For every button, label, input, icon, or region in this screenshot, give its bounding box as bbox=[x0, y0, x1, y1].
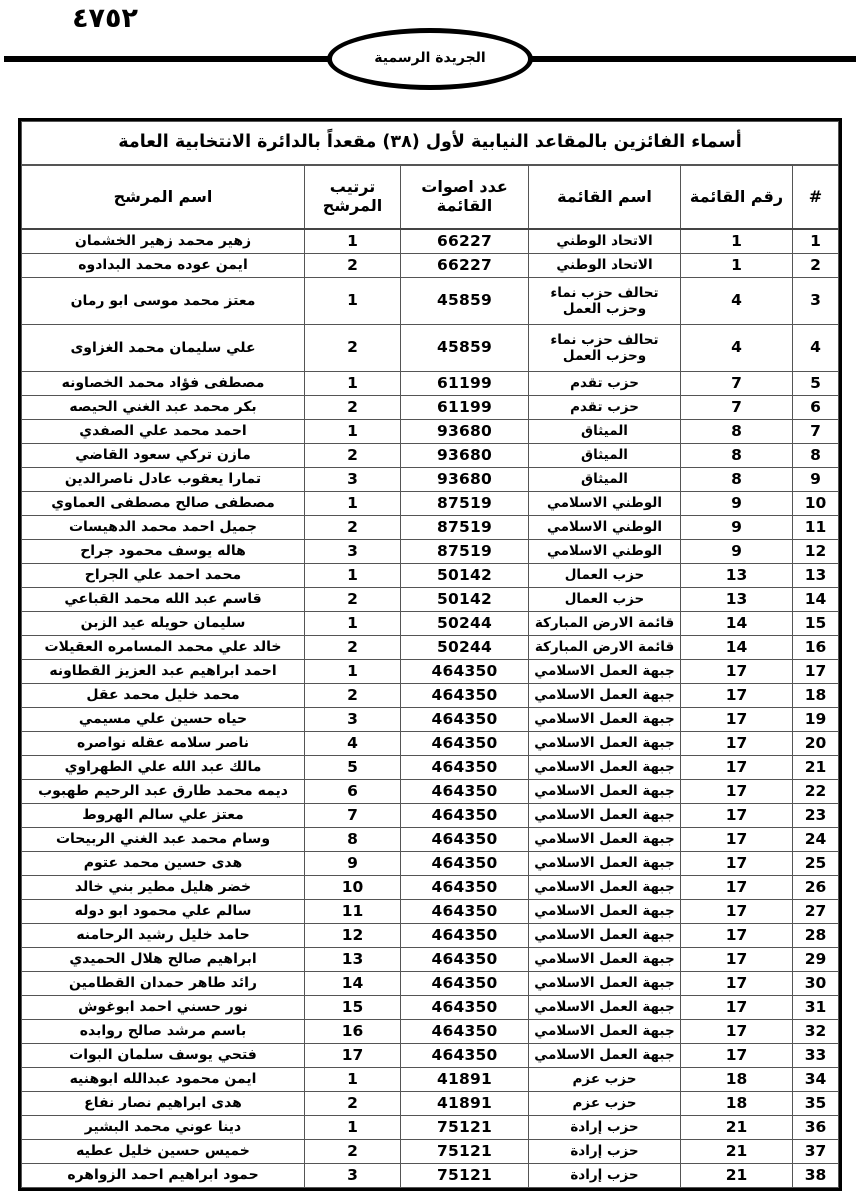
table-head bbox=[22, 122, 839, 230]
row-cell-list-number: 14 bbox=[681, 612, 793, 636]
table-row bbox=[22, 852, 839, 876]
row-cell-index: 1 bbox=[793, 229, 839, 254]
row-cell-index: 26 bbox=[793, 876, 839, 900]
row-cell-list-number: 9 bbox=[681, 516, 793, 540]
row-cell-candidate-rank: 2 bbox=[305, 636, 401, 660]
row-cell-candidate-rank: 8 bbox=[305, 828, 401, 852]
row-cell-index: 33 bbox=[793, 1044, 839, 1068]
row-cell-list-votes: 464350 bbox=[401, 1020, 529, 1044]
row-cell-list-number: 21 bbox=[681, 1164, 793, 1188]
row-cell-list-votes: 93680 bbox=[401, 468, 529, 492]
row-cell-list-name: جبهة العمل الاسلامي bbox=[529, 972, 681, 996]
table-row bbox=[22, 924, 839, 948]
table-title-row bbox=[22, 122, 839, 166]
row-cell-list-number: 8 bbox=[681, 444, 793, 468]
table-row bbox=[22, 396, 839, 420]
row-cell-candidate-rank: 16 bbox=[305, 1020, 401, 1044]
table-row bbox=[22, 1164, 839, 1188]
row-cell-list-votes: 464350 bbox=[401, 996, 529, 1020]
row-cell-list-votes: 464350 bbox=[401, 804, 529, 828]
row-cell-candidate-name: هدى حسين محمد عتوم bbox=[22, 852, 305, 876]
row-cell-list-votes: 50142 bbox=[401, 564, 529, 588]
row-cell-candidate-name: زهير محمد زهير الخشمان bbox=[22, 229, 305, 254]
row-cell-list-votes: 50244 bbox=[401, 636, 529, 660]
table-row bbox=[22, 900, 839, 924]
row-cell-list-number: 17 bbox=[681, 756, 793, 780]
table-row bbox=[22, 278, 839, 325]
row-cell-list-name: جبهة العمل الاسلامي bbox=[529, 708, 681, 732]
row-cell-list-name: حزب إرادة bbox=[529, 1116, 681, 1140]
row-cell-candidate-rank: 1 bbox=[305, 278, 401, 325]
table-row bbox=[22, 325, 839, 372]
row-cell-candidate-rank: 1 bbox=[305, 420, 401, 444]
row-cell-list-votes: 61199 bbox=[401, 372, 529, 396]
row-cell-candidate-rank: 12 bbox=[305, 924, 401, 948]
row-cell-list-name: جبهة العمل الاسلامي bbox=[529, 996, 681, 1020]
row-cell-candidate-name: هدى ابراهيم نصار نفاع bbox=[22, 1092, 305, 1116]
row-cell-candidate-name: احمد ابراهيم عبد العزيز القطاونه bbox=[22, 660, 305, 684]
row-cell-index: 25 bbox=[793, 852, 839, 876]
row-cell-index: 5 bbox=[793, 372, 839, 396]
row-cell-candidate-name: حمود ابراهيم احمد الزواهره bbox=[22, 1164, 305, 1188]
table-row bbox=[22, 780, 839, 804]
row-cell-candidate-rank: 6 bbox=[305, 780, 401, 804]
row-cell-candidate-rank: 1 bbox=[305, 1116, 401, 1140]
row-cell-list-name: جبهة العمل الاسلامي bbox=[529, 780, 681, 804]
column-header-index: # bbox=[793, 165, 839, 229]
row-cell-list-votes: 464350 bbox=[401, 780, 529, 804]
row-cell-index: 23 bbox=[793, 804, 839, 828]
row-cell-list-name: حزب إرادة bbox=[529, 1164, 681, 1188]
row-cell-candidate-name: حياه حسين علي مسيمي bbox=[22, 708, 305, 732]
row-cell-candidate-rank: 2 bbox=[305, 516, 401, 540]
row-cell-list-number: 17 bbox=[681, 948, 793, 972]
row-cell-index: 8 bbox=[793, 444, 839, 468]
table-row bbox=[22, 876, 839, 900]
row-cell-index: 20 bbox=[793, 732, 839, 756]
row-cell-candidate-rank: 7 bbox=[305, 804, 401, 828]
row-cell-list-number: 14 bbox=[681, 636, 793, 660]
row-cell-list-name: حزب إرادة bbox=[529, 1140, 681, 1164]
winners-table bbox=[21, 121, 839, 1188]
row-cell-list-number: 17 bbox=[681, 996, 793, 1020]
row-cell-list-votes: 93680 bbox=[401, 420, 529, 444]
row-cell-list-number: 9 bbox=[681, 492, 793, 516]
row-cell-list-name: الميثاق bbox=[529, 420, 681, 444]
row-cell-index: 6 bbox=[793, 396, 839, 420]
row-cell-list-votes: 464350 bbox=[401, 708, 529, 732]
row-cell-list-votes: 87519 bbox=[401, 492, 529, 516]
row-cell-list-number: 1 bbox=[681, 254, 793, 278]
row-cell-list-number: 9 bbox=[681, 540, 793, 564]
row-cell-candidate-name: نور حسني احمد ابوغوش bbox=[22, 996, 305, 1020]
row-cell-list-votes: 41891 bbox=[401, 1068, 529, 1092]
row-cell-candidate-rank: 1 bbox=[305, 660, 401, 684]
column-header-candidate-name: اسم المرشح bbox=[22, 165, 305, 229]
column-header-list-name: اسم القائمة bbox=[529, 165, 681, 229]
row-cell-list-number: 4 bbox=[681, 325, 793, 372]
row-cell-list-number: 17 bbox=[681, 1044, 793, 1068]
row-cell-index: 13 bbox=[793, 564, 839, 588]
row-cell-list-votes: 87519 bbox=[401, 540, 529, 564]
table-row bbox=[22, 972, 839, 996]
row-cell-candidate-name: ايمن عوده محمد البدادوه bbox=[22, 254, 305, 278]
row-cell-candidate-name: سالم علي محمود ابو دوله bbox=[22, 900, 305, 924]
table-row bbox=[22, 254, 839, 278]
row-cell-index: 37 bbox=[793, 1140, 839, 1164]
row-cell-candidate-name: معتز علي سالم الهروط bbox=[22, 804, 305, 828]
table-row bbox=[22, 996, 839, 1020]
table-row bbox=[22, 612, 839, 636]
table-row bbox=[22, 229, 839, 254]
row-cell-list-name: جبهة العمل الاسلامي bbox=[529, 1044, 681, 1068]
row-cell-list-votes: 464350 bbox=[401, 684, 529, 708]
column-header-list-number: رقم القائمة bbox=[681, 165, 793, 229]
row-cell-candidate-rank: 13 bbox=[305, 948, 401, 972]
table-row bbox=[22, 804, 839, 828]
row-cell-list-votes: 464350 bbox=[401, 924, 529, 948]
row-cell-index: 35 bbox=[793, 1092, 839, 1116]
row-cell-candidate-name: محمد احمد علي الجراح bbox=[22, 564, 305, 588]
row-cell-list-number: 17 bbox=[681, 804, 793, 828]
page-header bbox=[0, 0, 860, 118]
table-row bbox=[22, 1068, 839, 1092]
row-cell-candidate-name: جميل احمد محمد الدهيسات bbox=[22, 516, 305, 540]
row-cell-list-votes: 464350 bbox=[401, 732, 529, 756]
table-row bbox=[22, 636, 839, 660]
row-cell-list-name: الميثاق bbox=[529, 444, 681, 468]
row-cell-index: 3 bbox=[793, 278, 839, 325]
row-cell-list-votes: 464350 bbox=[401, 756, 529, 780]
row-cell-list-votes: 464350 bbox=[401, 660, 529, 684]
page-number: ٤٧٥٢ bbox=[72, 3, 138, 34]
row-cell-candidate-rank: 5 bbox=[305, 756, 401, 780]
row-cell-list-votes: 464350 bbox=[401, 828, 529, 852]
table-header-row bbox=[22, 165, 839, 229]
row-cell-index: 18 bbox=[793, 684, 839, 708]
row-cell-list-votes: 464350 bbox=[401, 852, 529, 876]
row-cell-index: 15 bbox=[793, 612, 839, 636]
table-row bbox=[22, 948, 839, 972]
row-cell-list-number: 4 bbox=[681, 278, 793, 325]
row-cell-candidate-name: قاسم عبد الله محمد القباعي bbox=[22, 588, 305, 612]
row-cell-candidate-rank: 3 bbox=[305, 468, 401, 492]
row-cell-candidate-rank: 1 bbox=[305, 564, 401, 588]
row-cell-candidate-rank: 15 bbox=[305, 996, 401, 1020]
row-cell-list-number: 18 bbox=[681, 1092, 793, 1116]
row-cell-list-votes: 50244 bbox=[401, 612, 529, 636]
row-cell-candidate-name: محمد خليل محمد عقل bbox=[22, 684, 305, 708]
row-cell-list-name: تحالف حزب نماء وحزب العمل bbox=[529, 278, 681, 325]
row-cell-index: 2 bbox=[793, 254, 839, 278]
column-header-list-votes: عدد اصوات القائمة bbox=[401, 165, 529, 229]
row-cell-list-name: حزب العمال bbox=[529, 564, 681, 588]
row-cell-list-name: حزب تقدم bbox=[529, 372, 681, 396]
row-cell-list-number: 8 bbox=[681, 420, 793, 444]
table-title: أسماء الفائزين بالمقاعد النيابية لأول (٣٨) مقعداً بالدائرة الانتخابية العامة bbox=[22, 122, 839, 166]
row-cell-list-number: 17 bbox=[681, 1020, 793, 1044]
row-cell-index: 22 bbox=[793, 780, 839, 804]
row-cell-candidate-rank: 1 bbox=[305, 229, 401, 254]
row-cell-list-number: 21 bbox=[681, 1116, 793, 1140]
row-cell-list-votes: 464350 bbox=[401, 1044, 529, 1068]
table-row bbox=[22, 492, 839, 516]
row-cell-index: 14 bbox=[793, 588, 839, 612]
gazette-badge-label: الجريدة الرسمية bbox=[374, 50, 486, 66]
row-cell-candidate-rank: 1 bbox=[305, 1068, 401, 1092]
row-cell-index: 17 bbox=[793, 660, 839, 684]
row-cell-candidate-rank: 2 bbox=[305, 396, 401, 420]
row-cell-index: 32 bbox=[793, 1020, 839, 1044]
row-cell-candidate-name: سليمان حويله عيد الزبن bbox=[22, 612, 305, 636]
row-cell-list-number: 17 bbox=[681, 780, 793, 804]
table-body bbox=[22, 229, 839, 1188]
row-cell-candidate-rank: 9 bbox=[305, 852, 401, 876]
row-cell-candidate-rank: 4 bbox=[305, 732, 401, 756]
table-row bbox=[22, 516, 839, 540]
row-cell-list-name: حزب عزم bbox=[529, 1092, 681, 1116]
row-cell-index: 34 bbox=[793, 1068, 839, 1092]
row-cell-list-number: 13 bbox=[681, 564, 793, 588]
row-cell-list-name: جبهة العمل الاسلامي bbox=[529, 852, 681, 876]
row-cell-candidate-name: دينا عوني محمد البشير bbox=[22, 1116, 305, 1140]
gazette-badge bbox=[327, 28, 533, 90]
row-cell-list-number: 17 bbox=[681, 924, 793, 948]
row-cell-list-name: جبهة العمل الاسلامي bbox=[529, 876, 681, 900]
table-row bbox=[22, 540, 839, 564]
row-cell-index: 11 bbox=[793, 516, 839, 540]
row-cell-list-number: 17 bbox=[681, 732, 793, 756]
row-cell-candidate-rank: 1 bbox=[305, 372, 401, 396]
table-row bbox=[22, 756, 839, 780]
row-cell-candidate-rank: 2 bbox=[305, 684, 401, 708]
row-cell-candidate-name: فتحي يوسف سلمان البوات bbox=[22, 1044, 305, 1068]
row-cell-index: 12 bbox=[793, 540, 839, 564]
row-cell-index: 30 bbox=[793, 972, 839, 996]
row-cell-candidate-rank: 2 bbox=[305, 1140, 401, 1164]
row-cell-candidate-rank: 17 bbox=[305, 1044, 401, 1068]
row-cell-index: 24 bbox=[793, 828, 839, 852]
row-cell-list-name: الاتحاد الوطني bbox=[529, 229, 681, 254]
row-cell-candidate-rank: 3 bbox=[305, 708, 401, 732]
table-row bbox=[22, 708, 839, 732]
row-cell-candidate-rank: 1 bbox=[305, 492, 401, 516]
row-cell-list-name: الميثاق bbox=[529, 468, 681, 492]
row-cell-list-number: 17 bbox=[681, 972, 793, 996]
row-cell-list-name: الاتحاد الوطني bbox=[529, 254, 681, 278]
table-row bbox=[22, 1116, 839, 1140]
row-cell-list-number: 17 bbox=[681, 684, 793, 708]
row-cell-list-name: جبهة العمل الاسلامي bbox=[529, 900, 681, 924]
row-cell-index: 9 bbox=[793, 468, 839, 492]
row-cell-candidate-name: احمد محمد علي الصفدي bbox=[22, 420, 305, 444]
table-row bbox=[22, 1140, 839, 1164]
table-row bbox=[22, 660, 839, 684]
row-cell-list-number: 17 bbox=[681, 660, 793, 684]
row-cell-list-number: 1 bbox=[681, 229, 793, 254]
row-cell-candidate-name: ابراهيم صالح هلال الحميدي bbox=[22, 948, 305, 972]
row-cell-index: 4 bbox=[793, 325, 839, 372]
row-cell-candidate-name: باسم مرشد صالح روابده bbox=[22, 1020, 305, 1044]
row-cell-candidate-name: ايمن محمود عبدالله ابوهنيه bbox=[22, 1068, 305, 1092]
row-cell-candidate-name: مصطفى صالح مصطفى العماوي bbox=[22, 492, 305, 516]
row-cell-list-votes: 93680 bbox=[401, 444, 529, 468]
row-cell-list-votes: 66227 bbox=[401, 254, 529, 278]
row-cell-list-number: 17 bbox=[681, 708, 793, 732]
row-cell-list-votes: 66227 bbox=[401, 229, 529, 254]
row-cell-candidate-rank: 2 bbox=[305, 588, 401, 612]
row-cell-list-name: قائمة الارض المباركة bbox=[529, 612, 681, 636]
row-cell-list-name: جبهة العمل الاسلامي bbox=[529, 660, 681, 684]
row-cell-list-name: حزب العمال bbox=[529, 588, 681, 612]
row-cell-list-name: جبهة العمل الاسلامي bbox=[529, 924, 681, 948]
row-cell-candidate-name: رائد طاهر حمدان القطامين bbox=[22, 972, 305, 996]
row-cell-candidate-name: مصطفى فؤاد محمد الخصاونه bbox=[22, 372, 305, 396]
row-cell-list-number: 18 bbox=[681, 1068, 793, 1092]
row-cell-list-number: 8 bbox=[681, 468, 793, 492]
row-cell-candidate-rank: 2 bbox=[305, 325, 401, 372]
row-cell-list-votes: 75121 bbox=[401, 1164, 529, 1188]
row-cell-candidate-name: ناصر سلامه عقله نواصره bbox=[22, 732, 305, 756]
row-cell-list-votes: 464350 bbox=[401, 876, 529, 900]
row-cell-candidate-name: مازن تركي سعود القاضي bbox=[22, 444, 305, 468]
row-cell-list-name: جبهة العمل الاسلامي bbox=[529, 732, 681, 756]
row-cell-candidate-rank: 2 bbox=[305, 254, 401, 278]
row-cell-list-name: تحالف حزب نماء وحزب العمل bbox=[529, 325, 681, 372]
row-cell-index: 31 bbox=[793, 996, 839, 1020]
row-cell-list-votes: 75121 bbox=[401, 1140, 529, 1164]
row-cell-list-name: جبهة العمل الاسلامي bbox=[529, 756, 681, 780]
row-cell-candidate-rank: 3 bbox=[305, 540, 401, 564]
table-row bbox=[22, 1092, 839, 1116]
row-cell-list-name: جبهة العمل الاسلامي bbox=[529, 1020, 681, 1044]
row-cell-list-votes: 87519 bbox=[401, 516, 529, 540]
row-cell-list-name: حزب تقدم bbox=[529, 396, 681, 420]
column-header-candidate-rank: ترتيب المرشح bbox=[305, 165, 401, 229]
row-cell-list-number: 17 bbox=[681, 900, 793, 924]
row-cell-list-number: 7 bbox=[681, 372, 793, 396]
row-cell-candidate-rank: 11 bbox=[305, 900, 401, 924]
row-cell-list-number: 17 bbox=[681, 852, 793, 876]
row-cell-index: 7 bbox=[793, 420, 839, 444]
row-cell-list-votes: 45859 bbox=[401, 325, 529, 372]
row-cell-list-votes: 75121 bbox=[401, 1116, 529, 1140]
row-cell-list-votes: 464350 bbox=[401, 972, 529, 996]
row-cell-list-votes: 45859 bbox=[401, 278, 529, 325]
table-row bbox=[22, 828, 839, 852]
row-cell-list-name: الوطني الاسلامي bbox=[529, 540, 681, 564]
row-cell-index: 10 bbox=[793, 492, 839, 516]
row-cell-index: 21 bbox=[793, 756, 839, 780]
row-cell-candidate-name: خميس حسين خليل عطيه bbox=[22, 1140, 305, 1164]
winners-table-container bbox=[18, 118, 842, 1191]
row-cell-list-number: 21 bbox=[681, 1140, 793, 1164]
table-row bbox=[22, 588, 839, 612]
row-cell-list-number: 17 bbox=[681, 828, 793, 852]
row-cell-candidate-name: معتز محمد موسى ابو رمان bbox=[22, 278, 305, 325]
row-cell-candidate-name: وسام محمد عبد الغني الربيحات bbox=[22, 828, 305, 852]
row-cell-candidate-name: حامد خليل رشيد الرحامنه bbox=[22, 924, 305, 948]
row-cell-list-votes: 61199 bbox=[401, 396, 529, 420]
table-row bbox=[22, 468, 839, 492]
row-cell-list-number: 17 bbox=[681, 876, 793, 900]
row-cell-candidate-name: تمارا يعقوب عادل ناصرالدين bbox=[22, 468, 305, 492]
table-row bbox=[22, 684, 839, 708]
row-cell-candidate-rank: 2 bbox=[305, 444, 401, 468]
table-row bbox=[22, 564, 839, 588]
row-cell-candidate-rank: 1 bbox=[305, 612, 401, 636]
table-row bbox=[22, 420, 839, 444]
row-cell-list-name: جبهة العمل الاسلامي bbox=[529, 828, 681, 852]
row-cell-list-votes: 464350 bbox=[401, 948, 529, 972]
row-cell-candidate-rank: 2 bbox=[305, 1092, 401, 1116]
table-row bbox=[22, 732, 839, 756]
row-cell-list-name: الوطني الاسلامي bbox=[529, 492, 681, 516]
row-cell-index: 19 bbox=[793, 708, 839, 732]
row-cell-candidate-name: خضر هليل مطير بني خالد bbox=[22, 876, 305, 900]
row-cell-candidate-name: هاله يوسف محمود جراح bbox=[22, 540, 305, 564]
row-cell-index: 28 bbox=[793, 924, 839, 948]
row-cell-list-name: جبهة العمل الاسلامي bbox=[529, 684, 681, 708]
row-cell-candidate-name: مالك عبد الله علي الطهراوي bbox=[22, 756, 305, 780]
table-row bbox=[22, 372, 839, 396]
row-cell-candidate-name: بكر محمد عبد الغني الحيصه bbox=[22, 396, 305, 420]
row-cell-index: 27 bbox=[793, 900, 839, 924]
table-row bbox=[22, 1044, 839, 1068]
row-cell-list-name: حزب عزم bbox=[529, 1068, 681, 1092]
row-cell-list-name: قائمة الارض المباركة bbox=[529, 636, 681, 660]
row-cell-candidate-name: خالد علي محمد المسامره العقيلات bbox=[22, 636, 305, 660]
table-row bbox=[22, 1020, 839, 1044]
row-cell-candidate-rank: 14 bbox=[305, 972, 401, 996]
table-row bbox=[22, 444, 839, 468]
row-cell-list-votes: 41891 bbox=[401, 1092, 529, 1116]
row-cell-candidate-name: علي سليمان محمد الغزاوى bbox=[22, 325, 305, 372]
row-cell-candidate-rank: 10 bbox=[305, 876, 401, 900]
row-cell-index: 16 bbox=[793, 636, 839, 660]
row-cell-list-number: 7 bbox=[681, 396, 793, 420]
row-cell-index: 36 bbox=[793, 1116, 839, 1140]
row-cell-candidate-name: ديمه محمد طارق عبد الرحيم طهبوب bbox=[22, 780, 305, 804]
row-cell-list-number: 13 bbox=[681, 588, 793, 612]
row-cell-list-name: الوطني الاسلامي bbox=[529, 516, 681, 540]
row-cell-list-votes: 464350 bbox=[401, 900, 529, 924]
row-cell-candidate-rank: 3 bbox=[305, 1164, 401, 1188]
row-cell-list-name: جبهة العمل الاسلامي bbox=[529, 804, 681, 828]
row-cell-list-name: جبهة العمل الاسلامي bbox=[529, 948, 681, 972]
row-cell-list-votes: 50142 bbox=[401, 588, 529, 612]
row-cell-index: 29 bbox=[793, 948, 839, 972]
row-cell-index: 38 bbox=[793, 1164, 839, 1188]
